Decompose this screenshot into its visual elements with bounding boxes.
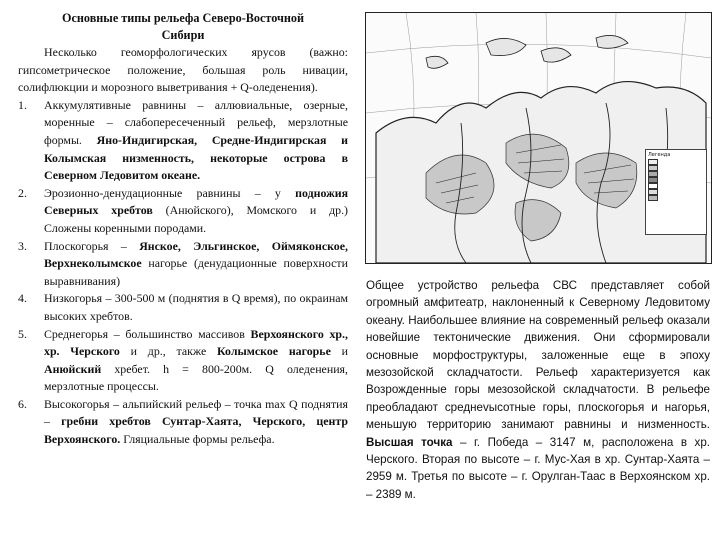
- legend-row: [648, 195, 704, 201]
- text-fragment: Низкогорья – 300-500 м (поднятия в Q время), по окраинам высоких хребтов.: [44, 291, 348, 323]
- page-title: Основные типы рельефа Северо-Восточной Сибири: [62, 11, 304, 42]
- bold-fragment: гребни хребтов Сунтар-Хаята, Черского, центр Верхоянского.: [44, 414, 348, 447]
- list-item-number: 4.: [18, 291, 27, 306]
- text-fragment: Аккумулятивные равнины – аллювиальные, озерные, моренные – слабопересеченный рельеф, мерзлотные формы.: [44, 97, 348, 147]
- bold-fragment: Высшая точка: [366, 435, 453, 449]
- list-item-text: [44, 396, 348, 449]
- text-fragment: хребет. h = 800-200м. Q оледенения, мерзлотные процессы.: [44, 361, 348, 394]
- bold-fragment: Анюйский: [44, 361, 102, 376]
- list-item-number: 3.: [18, 238, 27, 253]
- text-fragment: и: [330, 344, 348, 359]
- list-item: [18, 290, 348, 325]
- legend-title: Легенда: [648, 152, 671, 158]
- list-item-number: 6.: [18, 396, 27, 411]
- intro-paragraph: Несколько геоморфологических ярусов (важно: гипсометрическое положение, большая роль нивации, солифлюкции и морозного выветривания + Q-оледенения).: [18, 45, 348, 95]
- text-fragment: Высокогорья – альпийский рельеф – точка max Q поднятия –: [44, 396, 348, 429]
- list-item: [18, 396, 348, 449]
- text-fragment: и др., также: [119, 344, 217, 359]
- bold-fragment: Яно-Индигирская, Средне-Индигирская и Колымская низменность, некоторые острова в Северном Ледовитом океане.: [44, 132, 349, 183]
- list-item: [18, 185, 348, 238]
- text-fragment: (Анюйского), Момского и др.) Сложены коренными породами.: [44, 203, 348, 235]
- text-fragment: нагорье (денудационные поверхности выравнивания): [44, 256, 348, 288]
- list-item-number: 1.: [18, 97, 27, 112]
- list-item-text: [44, 238, 348, 291]
- map-legend: [645, 149, 707, 235]
- list-item: [18, 326, 348, 396]
- list-item-text: [44, 326, 348, 396]
- text-fragment: Среднегорья – большинство массивов: [44, 326, 251, 341]
- text-fragment: Гляциальные формы рельефа.: [120, 432, 275, 447]
- list-item-text: [44, 185, 348, 238]
- list-item: [18, 238, 348, 291]
- text-fragment: Плоскогорья –: [44, 238, 140, 253]
- relief-map: [365, 12, 712, 264]
- left-column: [18, 10, 348, 449]
- list-item-text: [44, 290, 348, 325]
- text-fragment: – г. Победа – 3147 м, расположена в хр. Черского. Вторая по высоте – г. Мус-Хая в хр. Сунтар-Хаята – 2959 м. Третья по высоте – г. Орулган-Таас в Верхоянском хр. – 2389 м.: [366, 435, 711, 501]
- bold-fragment: Колымское нагорье: [217, 344, 331, 359]
- bold-fragment: Верхоянского хр., хр. Черского: [44, 326, 348, 359]
- relief-summary: [366, 277, 710, 503]
- right-column: [366, 277, 710, 503]
- relief-types-list: [18, 97, 348, 449]
- list-item-number: 2.: [18, 185, 27, 200]
- list-item-text: [44, 97, 348, 185]
- text-fragment: Эрозионно-денудационные равнины – у: [44, 185, 296, 200]
- bold-fragment: Янское, Эльгинское, Оймяконское, Верхнеколымское: [44, 238, 348, 271]
- list-item: [18, 97, 348, 185]
- list-item-number: 5.: [18, 326, 27, 341]
- text-fragment: Общее устройство рельефа СВС представляет собой огромный амфитеатр, наклоненный к Северному Ледовитому океану. Наибольшее влияние на современный рельеф оказали новейшие тектонические движения. Они сформировали основные морфоструктуры, заложенные еще в эпоху мезозойской складчатости. Рельеф характеризуется как Возрожденные горы мезозойской складчатости. В рельефе преобладают среднevысотные горы, плоскогорья и нагорья, меньшую территорию занимают равнины и низменность.: [366, 279, 710, 432]
- bold-fragment: подножия Северных хребтов: [44, 185, 348, 218]
